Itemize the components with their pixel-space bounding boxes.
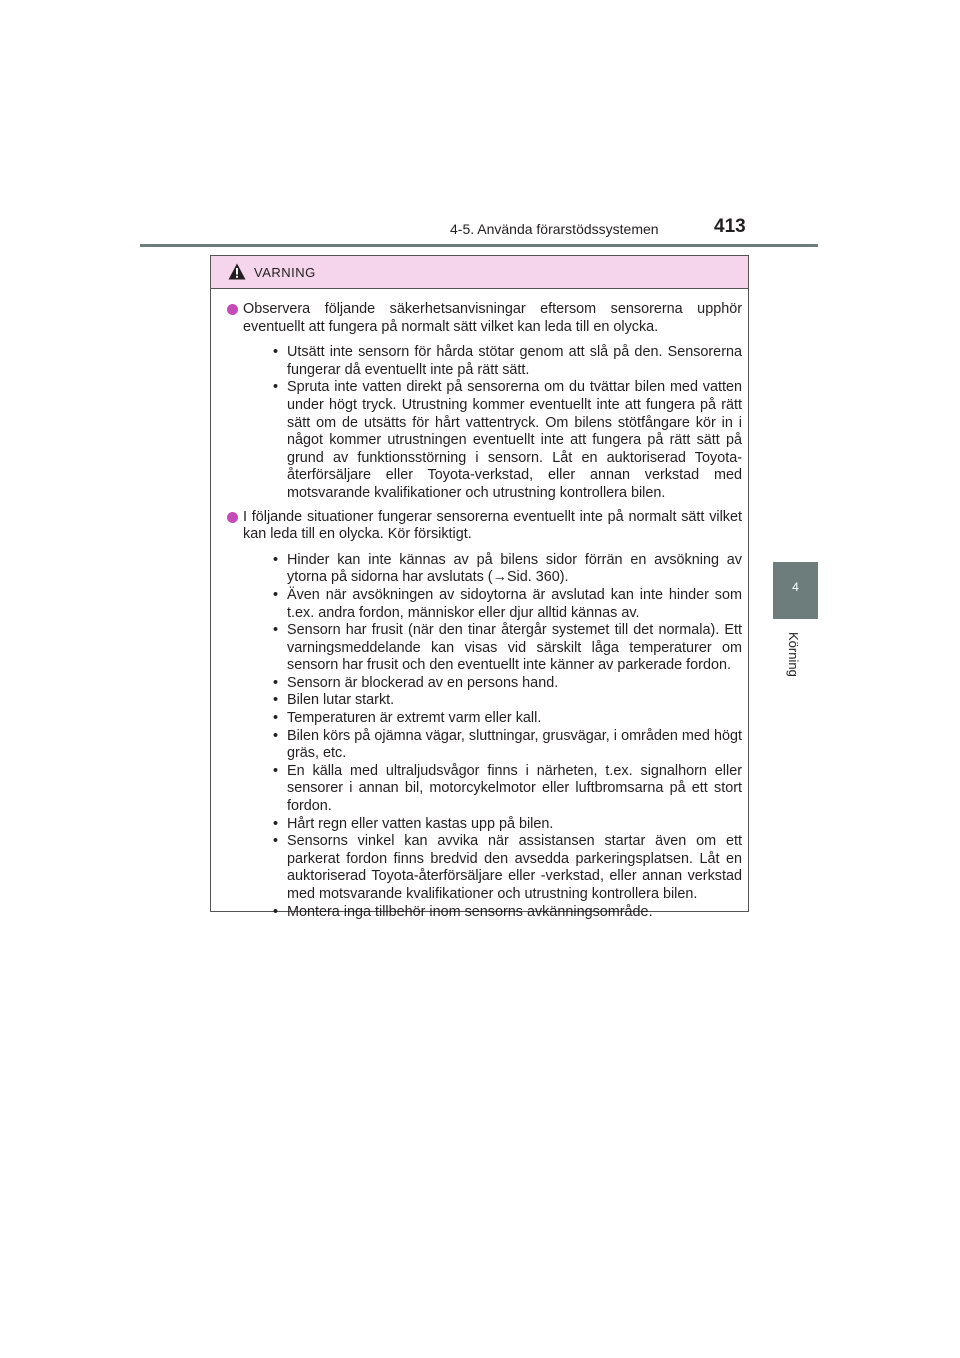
warning-body [211, 289, 748, 921]
list-item: • Sensorn är blockerad av en persons hand. [273, 675, 742, 693]
block-text: Observera följande säkerhetsanvisningar eftersom sensorerna upphör eventuellt att fungera på normalt sätt vilket kan leda till en olycka. [243, 301, 742, 335]
list-item: • Sensorns vinkel kan avvika när assistansen startar även om ett parkerat fordon finns bredvid den avsedda parkeringsplatsen. Låt en auktoriserad Toyota-återförsäljare eller -verkstad, eller annan verkstad med motsvarande kvalifikationer och utrustning kontrollera bilen. [273, 833, 742, 903]
list-item: • Spruta inte vatten direkt på sensorerna om du tvättar bilen med vatten under högt tryck. Utrustning kommer eventuellt inte att fungera på rätt sätt om de utsätts för hårt vattentryck. Om bilens stötfångare kör in i något kommer utrustningen eventuellt inte att fungera på rätt sätt på grund av funktionsstörning i sensorn. Låt en auktoriserad Toyota-återförsäljare eller Toyota-verkstad, eller annan verkstad med motsvarande kvalifikationer och utrustning kontrollera bilen. [273, 379, 742, 502]
bullet-list [243, 344, 742, 502]
list-item: • En källa med ultraljudsvågor finns i närheten, t.ex. signalhorn eller sensorer i annan bil, motorcykelmotor eller luftbromsarna på ett stort fordon. [273, 763, 742, 816]
warning-block-1 [227, 301, 742, 503]
chapter-tab [773, 562, 818, 619]
chapter-number: 4 [792, 580, 799, 594]
bullet-dot-icon [227, 304, 238, 315]
block-text: I följande situationer fungerar sensorerna eventuellt inte på normalt sätt vilket kan leda till en olycka. Kör försiktigt. [243, 508, 742, 543]
page-number: 413 [714, 216, 746, 237]
warning-title: VARNING [254, 265, 316, 280]
list-item: • Utsätt inte sensorn för hårda stötar genom att slå på den. Sensorerna fungerar då eventuellt inte på rätt sätt. [273, 344, 742, 379]
list-item: • Montera inga tillbehör inom sensorns avkänningsområde. [273, 904, 742, 922]
warning-header [211, 256, 748, 289]
list-item: • Hinder kan inte kännas av på bilens sidor förrän en avsökning av ytorna på sidorna har avslutats (→Sid. 360). [273, 552, 742, 587]
header-rule [140, 244, 818, 247]
list-item: • Hårt regn eller vatten kastas upp på bilen. [273, 816, 742, 834]
warning-box [210, 255, 749, 920]
list-item: • Bilen lutar starkt. [273, 692, 742, 710]
section-title: 4-5. Använda förarstödssystemen [450, 221, 659, 237]
list-item: • Även när avsökningen av sidoytorna är avslutad kan inte hinder som t.ex. andra fordon, människor eller djur alltid kännas av. [273, 587, 742, 622]
chapter-label: Körning [786, 632, 801, 677]
bullet-list [243, 552, 742, 921]
list-item: • Sensorn har frusit (när den tinar återgår systemet till det normala). Ett varningsmeddelande kan visas vid särskilt låga temperaturer om sensorn har frusit och den eventuellt inte känner av parkerade fordon. [273, 622, 742, 675]
warning-triangle-icon [228, 263, 246, 280]
bullet-dot-icon [227, 512, 238, 523]
list-item: • Bilen körs på ojämna vägar, sluttningar, grusvägar, i områden med högt gräs, etc. [273, 728, 742, 763]
warning-block-2 [227, 509, 742, 922]
list-item: • Temperaturen är extremt varm eller kall. [273, 710, 742, 728]
